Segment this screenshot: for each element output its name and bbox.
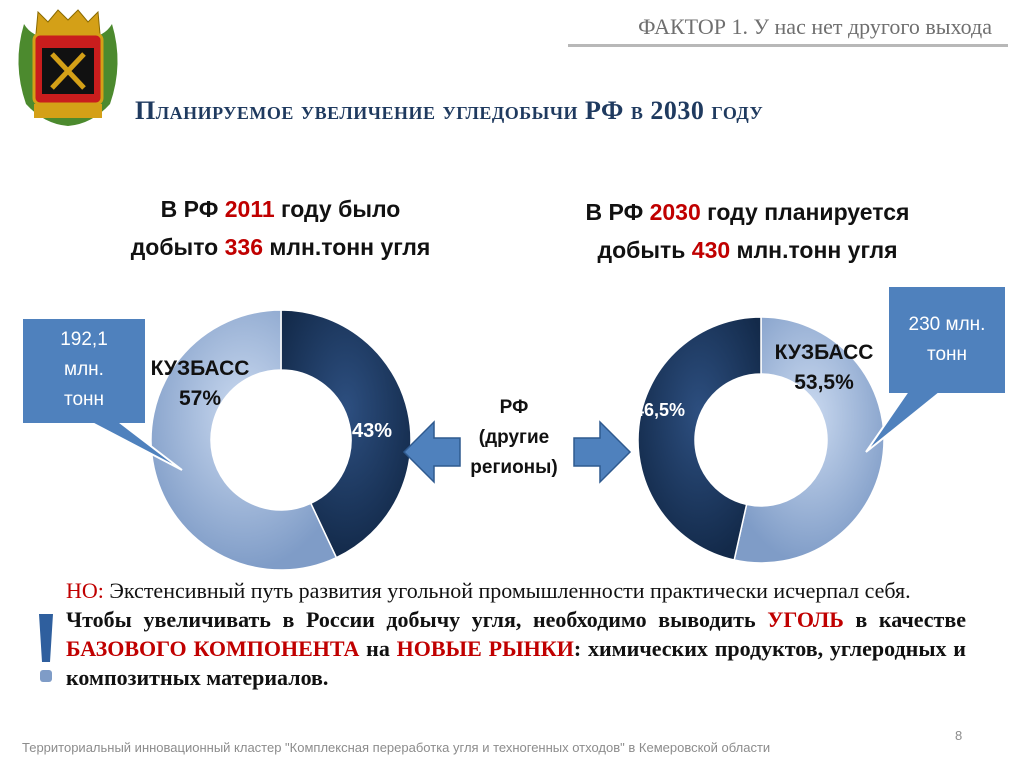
exclamation-icon [36,612,56,684]
conclusion-line-1: НО: Экстенсивный путь развития угольной промышленности практически исчерпал себя. [66,578,911,603]
conclusion-line-2: Чтобы увеличивать в России добычу угля, необходимо выводить УГОЛЬ в качестве БАЗОВОГО КОМПОНЕНТА на НОВЫЕ РЫНКИ: химических продуктов, углеродных и композитных материалов. [66,607,966,690]
left-year: 2011 [224,196,275,222]
right-kuzbass-label: КУЗБАСС 53,5% [774,341,874,394]
conclusion-text [66,576,966,692]
left-other-pct: 43% [352,420,393,442]
left-kuzbass-label: КУЗБАСС 57% [150,357,250,410]
right-callout-text: 230 млн. тонн [908,314,986,365]
left-amount: 336 [224,234,263,260]
slice-other-regions [638,317,761,560]
left-callout-text: 192,1 млн. тонн [60,329,108,410]
page-title: Планируемое увеличение угледобычи РФ в 2030 году [135,96,764,125]
right-arrow-icon [574,422,630,482]
page-number: 8 [955,728,963,743]
left-chart-caption: В РФ 2011 году было добыто 336 млн.тонн угля [130,196,431,260]
factor-heading: ФАКТОР 1. У нас нет другого выхода [638,14,992,39]
right-other-pct: 46,5% [634,400,686,420]
right-chart-caption: В РФ 2030 году планируется добыть 430 млн.тонн угля [585,199,910,263]
footer-text: Территориальный инновационный кластер "Комплексная переработка угля и техногенных отходов" в Кемеровской области [22,740,771,755]
other-regions-label: РФ (другие регионы) [470,397,558,478]
right-amount: 430 [691,237,731,263]
left-arrow-icon [404,422,460,482]
right-year: 2030 [649,199,701,225]
